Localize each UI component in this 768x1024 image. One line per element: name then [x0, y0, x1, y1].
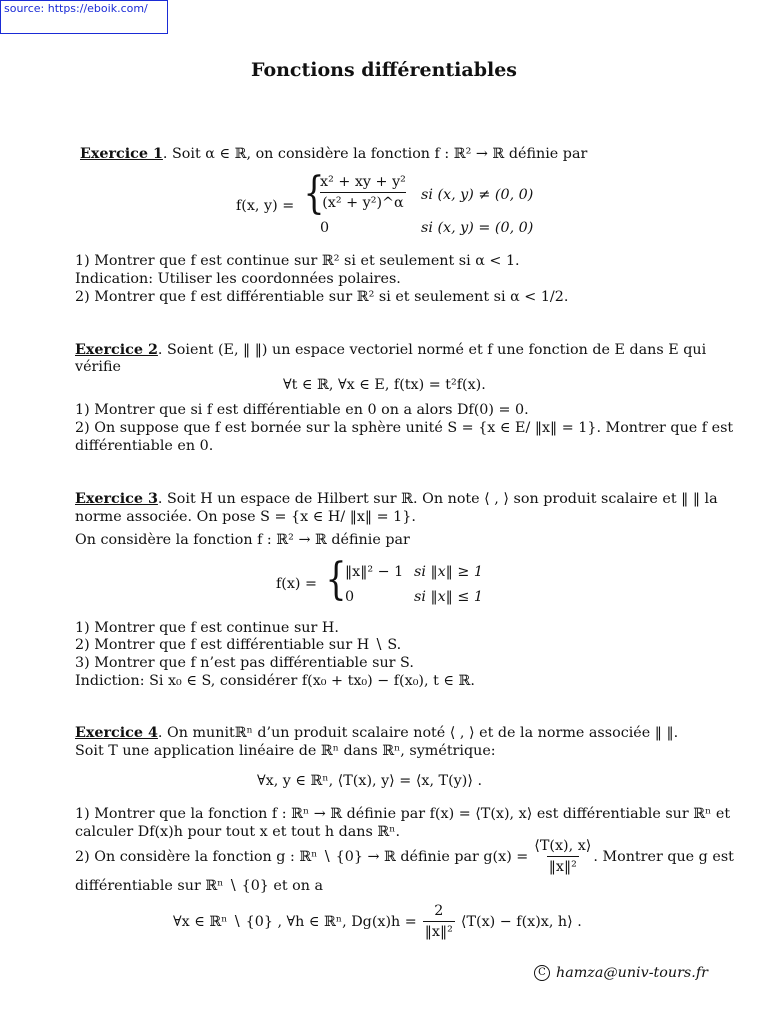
ex4-intro2: Soit T une application linéaire de ℝⁿ dans ℝⁿ, symétrique: [75, 743, 496, 759]
ex1-hint: Indication: Utiliser les coordonnées polaires. [75, 271, 401, 287]
ex4-eq2-num: 2 [434, 903, 444, 919]
footer-email: hamza@univ-tours.fr [556, 965, 708, 981]
ex4-q2-den: ‖x‖² [547, 856, 579, 875]
ex3-case2: 0 [345, 589, 355, 605]
ex4-q2b: différentiable sur ℝⁿ ∖ {0} et on a [75, 878, 324, 894]
ex3-cond2: si ‖x‖ ≤ 1 [414, 589, 483, 605]
ex3-label: Exercice 3 [75, 491, 158, 507]
ex4-q2-num: ⟨T(x), x⟩ [534, 838, 592, 854]
ex1-q2: 2) Montrer que f est différentiable sur ℝ² si et seulement si α < 1/2. [75, 289, 569, 305]
ex1-cond1: si (x, y) ≠ (0, 0) [421, 187, 534, 203]
ex4-label: Exercice 4 [75, 725, 158, 741]
ex2-intro: . Soient (E, ‖ ‖) un espace vectoriel normé et f une fonction de E dans E qui [157, 342, 707, 358]
ex1-brace: { [303, 168, 325, 219]
ex3-intro: . Soit H un espace de Hilbert sur ℝ. On note ⟨ , ⟩ son produit scalaire et ‖ ‖ la [157, 491, 718, 507]
copyright-icon: C [534, 965, 550, 981]
ex2-q1: 1) Montrer que si f est différentiable en 0 on a alors Df(0) = 0. [75, 402, 529, 418]
ex1-label: Exercice 1 [80, 146, 163, 162]
ex4-eq2-left: ∀x ∈ ℝⁿ ∖ {0} , ∀h ∈ ℝⁿ, Dg(x)h = [173, 913, 417, 930]
ex4-eq2-right: ⟨T(x) − f(x)x, h⟩ . [460, 913, 582, 930]
ex4-q1a: 1) Montrer que la fonction f : ℝⁿ → ℝ définie par f(x) = ⟨T(x), x⟩ est différentiable sur ℝⁿ et [75, 806, 731, 822]
ex4-eq2-den: ‖x‖² [423, 921, 455, 940]
ex2-intro2: vérifie [75, 359, 121, 375]
ex2-q2a: 2) On suppose que f est bornée sur la sphère unité S = {x ∈ E/ ‖x‖ = 1}. Montrer que f est [75, 420, 734, 436]
source-link[interactable]: source: https://eboik.com/ [4, 2, 148, 15]
ex4-equation2 [173, 903, 582, 940]
ex2-equation: ∀t ∈ ℝ, ∀x ∈ E, f(tx) = t²f(x). [283, 377, 486, 393]
ex1-intro: . Soit α ∈ ℝ, on considère la fonction f : ℝ² → ℝ définie par [162, 146, 588, 162]
ex1-case2: 0 [320, 220, 330, 236]
ex3-cond1: si ‖x‖ ≥ 1 [414, 564, 483, 580]
ex3-intro2: norme associée. On pose S = {x ∈ H/ ‖x‖ = 1}. [75, 509, 416, 525]
ex3-brace: { [325, 554, 347, 605]
source-box[interactable] [0, 0, 168, 34]
footer-credit [534, 965, 708, 981]
ex3-intro3: On considère la fonction f : ℝ² → ℝ définie par [75, 532, 410, 548]
ex1-denominator: (x² + y²)^α [320, 192, 405, 211]
ex1-f-lhs: f(x, y) = [236, 198, 295, 214]
ex2-label: Exercice 2 [75, 342, 158, 358]
ex2-intro-line [75, 342, 706, 359]
ex1-intro-line [80, 146, 587, 163]
ex3-q2: 2) Montrer que f est différentiable sur H ∖ S. [75, 637, 402, 653]
ex1-cond2: si (x, y) = (0, 0) [421, 220, 534, 236]
ex4-q1b: calculer Df(x)h pour tout x et tout h dans ℝⁿ. [75, 824, 400, 840]
ex3-q3: 3) Montrer que f n’est pas différentiable sur S. [75, 655, 414, 671]
ex1-fraction [318, 174, 408, 211]
ex4-intro: . On munitℝⁿ d’un produit scalaire noté ⟨ , ⟩ et de la norme associée ‖ ‖. [157, 725, 679, 741]
ex3-hint: Indiction: Si x₀ ∈ S, considérer f(x₀ + tx₀) − f(x₀), t ∈ ℝ. [75, 673, 475, 689]
ex4-intro-line [75, 725, 678, 742]
ex4-q2-tail: . Montrer que g est [593, 848, 734, 865]
ex3-intro-line [75, 491, 718, 508]
ex3-case1: ‖x‖² − 1 [345, 564, 404, 580]
page-title: Fonctions différentiables [251, 59, 517, 81]
ex4-equation: ∀x, y ∈ ℝⁿ, ⟨T(x), y⟩ = ⟨x, T(y)⟩ . [257, 773, 482, 789]
ex3-f-lhs: f(x) = [276, 576, 318, 592]
ex2-q2b: différentiable en 0. [75, 438, 214, 454]
ex3-q1: 1) Montrer que f est continue sur H. [75, 620, 339, 636]
ex4-q2a: 2) On considère la fonction g : ℝⁿ ∖ {0} → ℝ définie par g(x) = [75, 848, 529, 865]
ex4-q2-line [75, 838, 734, 875]
ex1-numerator: x² + xy + y² [320, 174, 406, 190]
ex1-q1: 1) Montrer que f est continue sur ℝ² si et seulement si α < 1. [75, 253, 520, 269]
